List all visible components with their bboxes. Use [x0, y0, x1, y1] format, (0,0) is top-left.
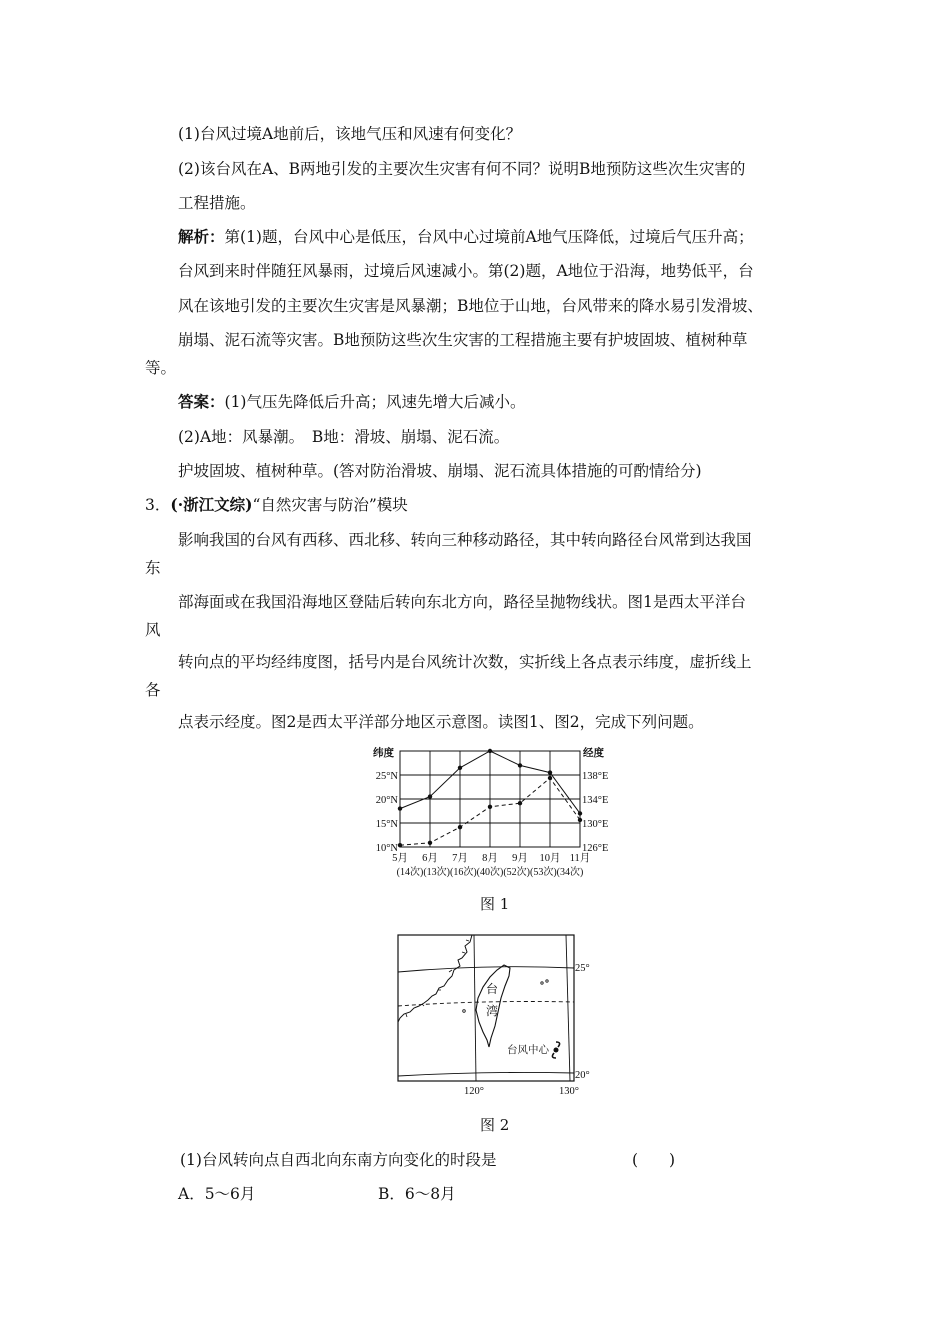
figure-1-chart [365, 742, 625, 882]
count-label: (53次) [530, 867, 557, 878]
answer-label: 答案： [178, 392, 225, 411]
longitude-point [488, 805, 492, 809]
longitude-point [518, 801, 522, 805]
month-label: 9月 [512, 853, 528, 864]
answer-line-3: 护坡固坡、植树种草。(答对防治滑坡、崩塌、泥石流具体措施的可酌情给分) [178, 462, 702, 480]
passage-line-3-wrap: 各 [145, 681, 161, 699]
option-b: B．6～8月 [378, 1185, 456, 1203]
longitude-point [548, 776, 552, 780]
penghu-islet [463, 1010, 466, 1013]
count-label: (13次) [423, 867, 450, 878]
question-3-source: (·浙江文综) [170, 495, 253, 514]
sub-question-1: (1)台风转向点自西北向东南方向变化的时段是 [180, 1151, 497, 1169]
latitude-point [488, 749, 492, 753]
month-label: 10月 [539, 853, 561, 864]
right-tick-label: 138°E [582, 771, 609, 782]
chart-grid [400, 751, 580, 847]
question-2-line-1: (2)该台风在A、B两地引发的主要次生灾害有何不同？说明B地预防这些次生灾害的 [178, 160, 746, 178]
analysis-line-2: 台风到来时伴随狂风暴雨，过境后风速减小。第(2)题，A地位于沿海，地势低平，台 [178, 262, 754, 280]
left-tick-label: 15°N [375, 819, 398, 830]
analysis-line-3: 风在该地引发的主要次生灾害是风暴潮；B地位于山地，台风带来的降水易引发滑坡、 [178, 297, 763, 315]
typhoon-symbol-icon [552, 1042, 559, 1058]
month-label: 7月 [452, 853, 468, 864]
latitude-point [518, 763, 522, 767]
passage-line-4: 点表示经度。图2是西太平洋部分地区示意图。读图1、图2，完成下列问题。 [178, 713, 704, 731]
analysis-line-4: 崩塌、泥石流等灾害。B地预防这些次生灾害的工程措施主要有护坡固坡、植树种草 [178, 331, 748, 349]
analysis-line-5: 等。 [145, 359, 177, 377]
longitude-point [398, 843, 402, 847]
latitude-25-line [398, 967, 574, 972]
lat-20-label: 20° [575, 1070, 590, 1081]
answer-line-2: (2)A地：风暴潮。 B地：滑坡、崩塌、泥石流。 [178, 428, 510, 446]
month-label: 8月 [482, 853, 498, 864]
analysis-label: 解析： [178, 227, 225, 246]
longitude-point [428, 841, 432, 845]
option-a: A．5～6月 [178, 1185, 256, 1203]
answer-blank: ( ) [632, 1151, 676, 1169]
count-label: (34次) [556, 867, 584, 878]
latitude-point [578, 811, 582, 815]
coastal-islets [406, 940, 469, 1017]
question-3-header [145, 495, 408, 515]
right-tick-label: 126°E [582, 843, 609, 854]
left-tick-label: 25°N [375, 771, 398, 782]
answer-line-1 [178, 392, 525, 412]
left-tick-label: 20°N [375, 795, 398, 806]
figure-2-caption: 图 2 [480, 1116, 510, 1134]
question-3-title: “自然灾害与防治”模块 [252, 496, 408, 514]
count-labels [397, 865, 584, 878]
lon-130-label: 130° [559, 1086, 579, 1097]
passage-line-3: 转向点的平均经纬度图，括号内是台风统计次数，实折线上各点表示纬度，虚折线上 [178, 653, 752, 671]
island-label-1: 台 [486, 982, 499, 996]
analysis-line-1 [178, 227, 754, 247]
island-label-2: 湾 [486, 1004, 499, 1018]
question-3-number: 3． [145, 496, 171, 514]
month-label: 6月 [422, 853, 438, 864]
passage-line-1: 影响我国的台风有西移、西北移、转向三种移动路径，其中转向路径台风常到达我国 [178, 531, 752, 549]
longitude-130-line [566, 935, 570, 1081]
right-tick-label: 134°E [582, 795, 609, 806]
analysis-text-1: 第(1)题，台风中心是低压，台风中心过境前A地气压降低，过境后气压升高； [224, 228, 754, 246]
figure-1-caption: 图 1 [480, 895, 510, 913]
figure-2-map [392, 930, 602, 1100]
count-label: (40次) [476, 867, 504, 878]
east-islet-2 [546, 980, 548, 982]
passage-line-2: 部海面或在我国沿海地区登陆后转向东北方向，路径呈抛物线状。图1是西太平洋台 [178, 593, 746, 611]
month-label: 5月 [392, 853, 408, 864]
latitude-point [548, 770, 552, 774]
east-islet-1 [541, 982, 543, 984]
longitude-point [458, 825, 462, 829]
chart-labels [373, 746, 608, 878]
question-2-line-2: 工程措施。 [178, 194, 256, 212]
left-tick-label: 10°N [375, 843, 398, 854]
lat-25-label: 25° [575, 963, 590, 974]
answer-text-1: (1)气压先降低后升高；风速先增大后减小。 [224, 393, 526, 411]
latitude-20-line [398, 1072, 574, 1076]
longitude-120-line [474, 935, 476, 1081]
right-axis-title: 经度 [583, 748, 604, 759]
count-label: (52次) [503, 867, 531, 878]
mainland-coastline [398, 935, 472, 1022]
month-label: 11月 [569, 853, 591, 864]
passage-line-1-wrap: 东 [145, 559, 161, 577]
count-label: (14次) [396, 867, 424, 878]
question-1: (1)台风过境A地前后，该地气压和风速有何变化？ [178, 125, 522, 143]
latitude-point [458, 766, 462, 770]
lon-120-label: 120° [464, 1086, 484, 1097]
count-label: (16次) [449, 867, 477, 878]
right-tick-label: 130°E [582, 819, 609, 830]
typhoon-legend-label: 台风中心 [507, 1045, 549, 1056]
left-axis-title: 纬度 [373, 748, 394, 759]
latitude-point [398, 806, 402, 810]
passage-line-2-wrap: 风 [145, 621, 161, 639]
latitude-point [428, 794, 432, 798]
